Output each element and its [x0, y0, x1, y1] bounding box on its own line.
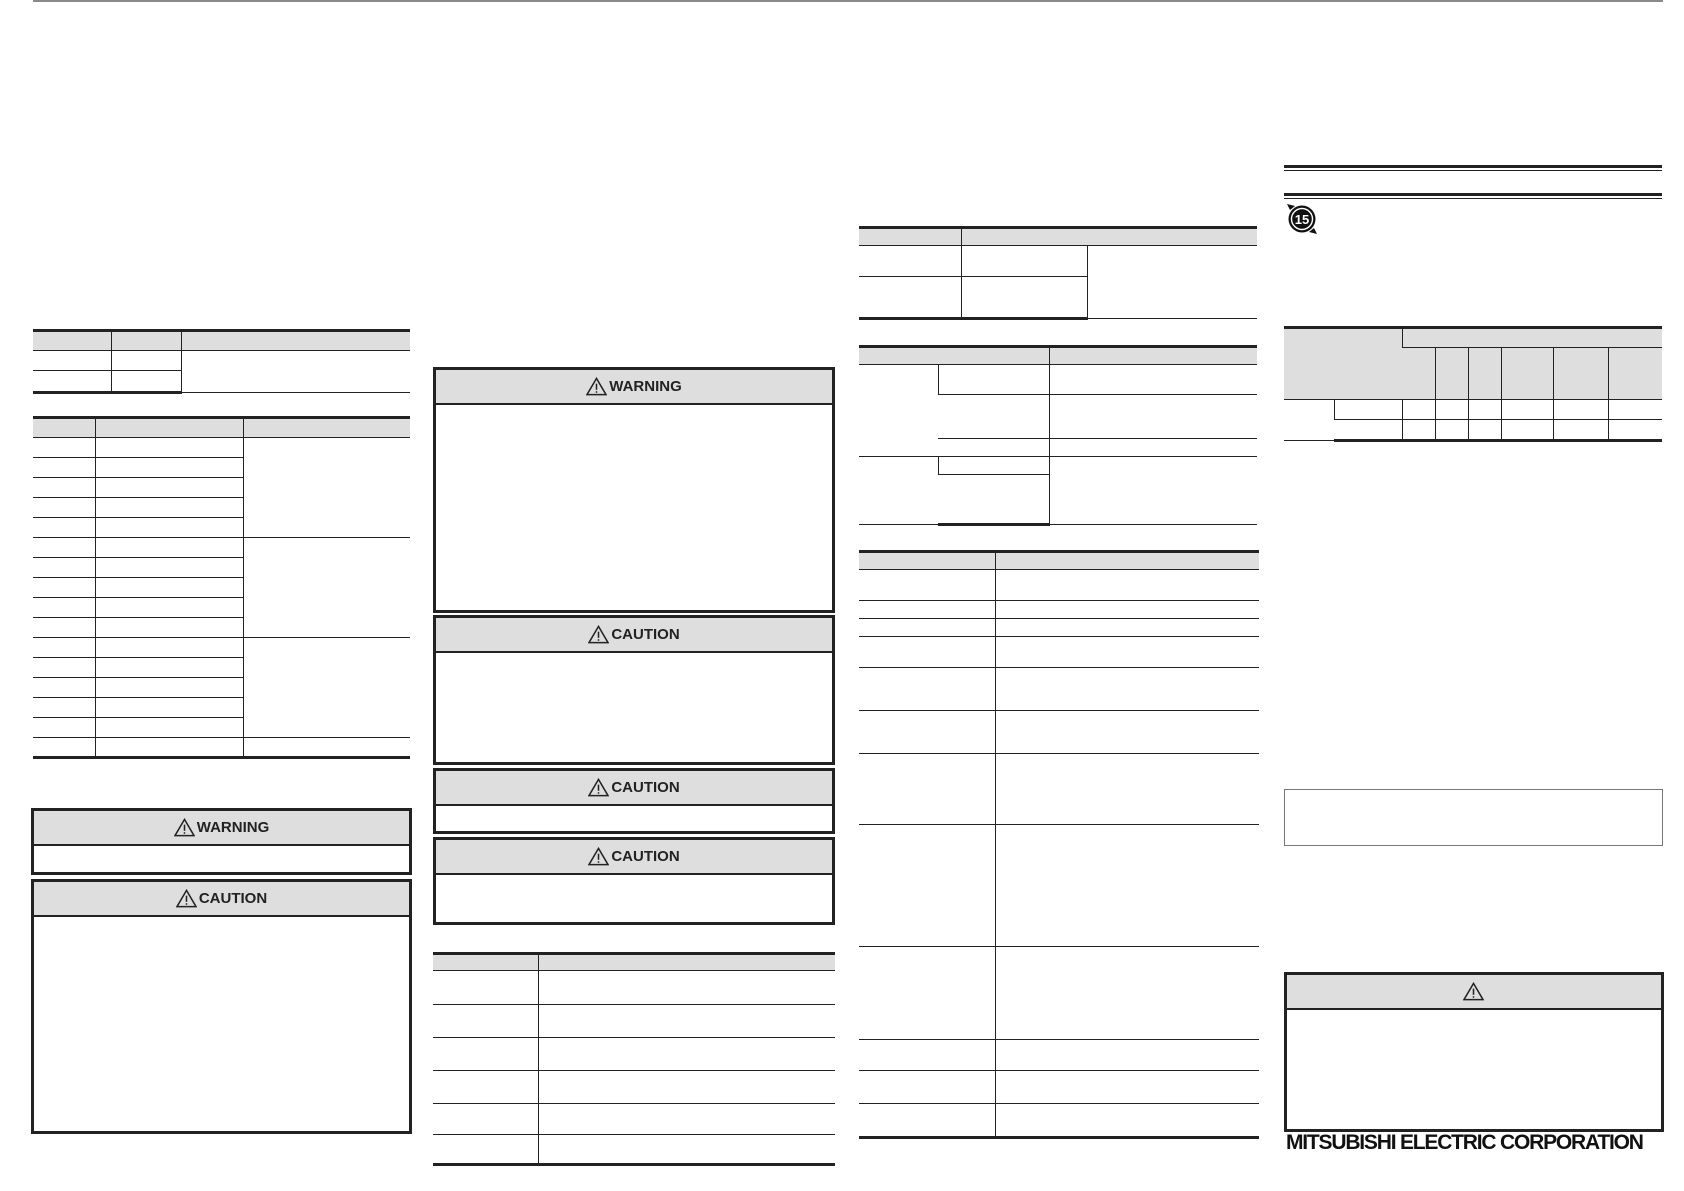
warning-box-1 [31, 808, 412, 875]
warning-triangle-icon [588, 778, 609, 797]
environment-period-icon [1285, 202, 1319, 236]
caution-label: CAUTION [611, 779, 680, 796]
caution-box-1 [31, 879, 412, 1134]
company-logo: MITSUBISHI ELECTRIC CORPORATION [1286, 1131, 1643, 1154]
alert-box [1284, 972, 1664, 1132]
section-rule-1 [1284, 165, 1662, 171]
caution-box-4 [433, 837, 835, 925]
top-rule [33, 0, 1663, 2]
caution-box-2 [433, 615, 835, 765]
warning-triangle-icon [588, 847, 609, 866]
notice-frame [1284, 789, 1663, 846]
caution-label: CAUTION [611, 626, 680, 643]
warning-triangle-icon [1463, 982, 1484, 1001]
condition-table [859, 345, 1257, 526]
warning-triangle-icon [174, 818, 195, 837]
caution-label: CAUTION [611, 848, 680, 865]
rating-table [859, 226, 1257, 320]
caution-label: CAUTION [198, 890, 268, 907]
spec-table-large [33, 416, 410, 759]
warning-triangle-icon [586, 377, 607, 396]
warning-label: WARNING [196, 819, 270, 836]
warning-triangle-icon [588, 625, 609, 644]
warning-box-2 [433, 367, 835, 613]
caution-box-3 [433, 768, 835, 834]
environment-period-number: 15 [1294, 212, 1310, 227]
warning-triangle-icon [176, 889, 197, 908]
function-table [859, 550, 1259, 1139]
spec-table-small [33, 329, 410, 394]
section-rule-2 [1284, 193, 1662, 199]
substance-table [1284, 326, 1662, 442]
warning-label: WARNING [609, 378, 682, 395]
parts-table [433, 952, 835, 1166]
